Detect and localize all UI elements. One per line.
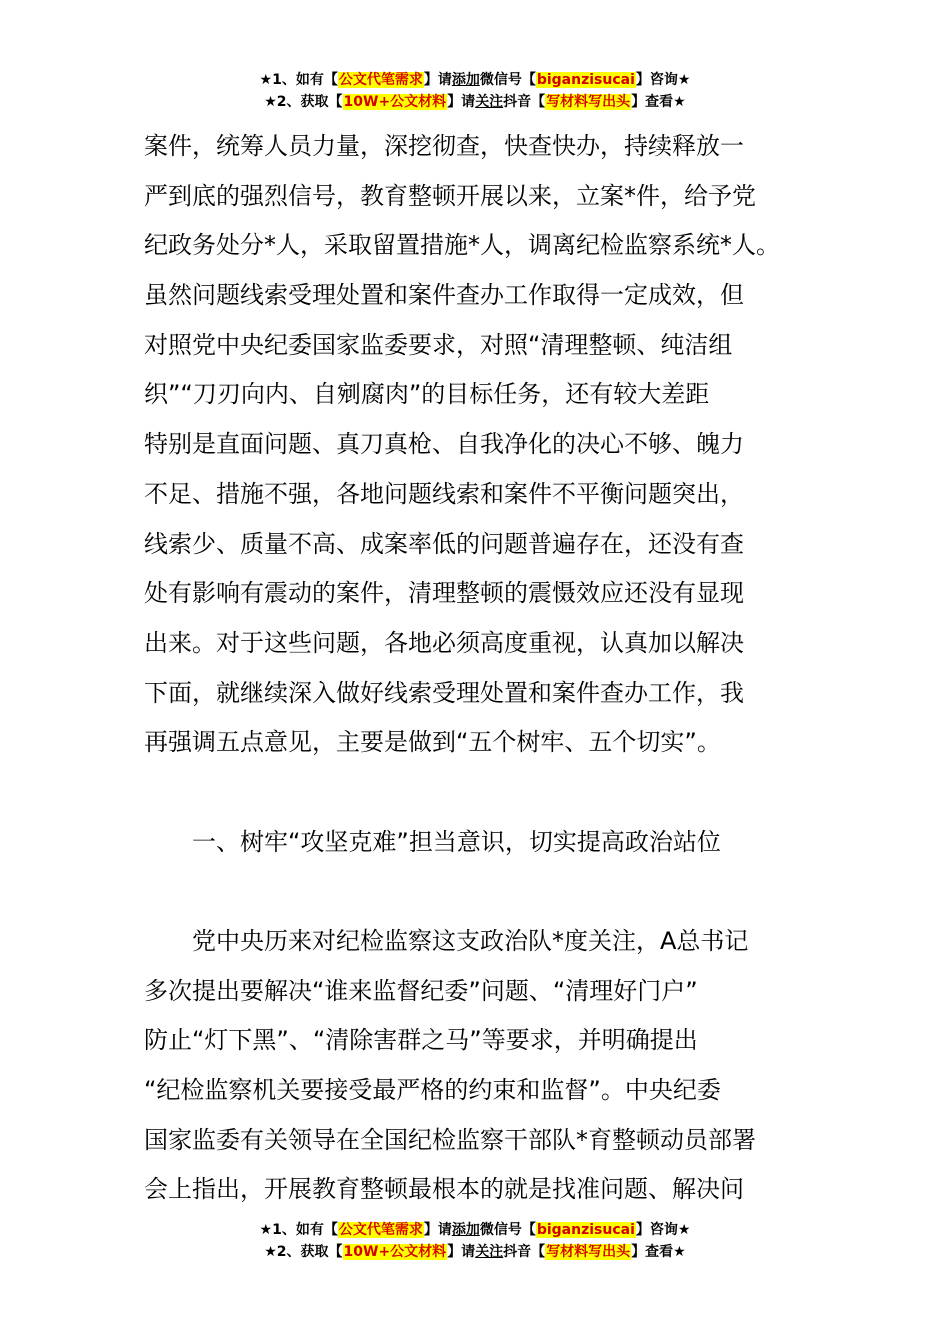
banner-text: ★1、如有【 — [259, 72, 338, 88]
text-line: 案件，统筹人员力量，深挖彻查，快查快办，持续释放一 — [144, 132, 744, 160]
text-line: “纪检监察机关要接受最严格的约束和监督”。中央纪委 — [144, 1076, 721, 1105]
text-line: 严到底的强烈信号，教育整顿开展以来，立案*件，给予党 — [144, 181, 756, 210]
text-line: 处有影响有震动的案件，清理整顿的震慑效应还没有显现 — [144, 579, 744, 608]
text-line: 党中央历来对纪检监察这支政治队*度关注，A总书记 — [192, 927, 749, 955]
highlighted-text: 公文代笔需求 — [338, 72, 423, 88]
text-line: 纪政务处分*人，采取留置措施*人，调离纪检监察系统*人。 — [144, 231, 780, 260]
paragraph-spacer — [144, 768, 816, 818]
banner-text: ★2、获取【 — [264, 1244, 343, 1260]
text-line: 会上指出，开展教育整顿最根本的就是找准问题、解决问 — [144, 1175, 744, 1204]
douyin-account-highlight: 写材料写出头 — [546, 1244, 631, 1260]
banner-text: 抖音【 — [503, 1244, 546, 1260]
text-line: 不足、措施不强，各地问题线索和案件不平衡问题突出， — [144, 479, 744, 508]
paragraph-2 — [144, 917, 816, 1215]
underlined-text: 关注 — [475, 1244, 504, 1260]
highlighted-text: 公文代笔需求 — [338, 1222, 423, 1238]
banner-text: 】请 — [447, 94, 476, 110]
highlighted-text: 10W+公文材料 — [343, 94, 447, 110]
paragraph-1 — [144, 122, 816, 768]
text-line: 多次提出要解决“谁来监督纪委”问题、“清理好门户” — [144, 976, 698, 1005]
douyin-account-highlight: 写材料写出头 — [546, 94, 631, 110]
text-line: 特别是直面问题、真刀真枪、自我净化的决心不够、魄力 — [144, 430, 744, 459]
banner-text: 】查看★ — [631, 94, 686, 110]
header-banner-line-1 — [0, 69, 950, 91]
text-line: 国家监委有关领导在全国纪检监察干部队*育整顿动员部署 — [144, 1125, 756, 1154]
text-line: 线索少、质量不高、成案率低的问题普遍存在，还没有查 — [144, 529, 744, 558]
banner-text: 抖音【 — [503, 94, 546, 110]
paragraph-spacer — [144, 867, 816, 917]
banner-text: 】咨询★ — [635, 72, 691, 88]
text-line: 下面，就继续深入做好线索受理处置和案件查办工作，我 — [144, 678, 744, 707]
text-line: 防止“灯下黑”、“清除害群之马”等要求，并明确提出 — [144, 1026, 698, 1055]
text-line: 再强调五点意见，主要是做到“五个树牢、五个切实”。 — [144, 728, 721, 757]
banner-text: 微信号【 — [479, 72, 536, 88]
footer-banner — [0, 1219, 950, 1263]
document-body — [144, 122, 816, 1215]
banner-text: 】请 — [423, 72, 452, 88]
banner-text: 】查看★ — [631, 1244, 686, 1260]
underlined-text: 关注 — [475, 94, 504, 110]
text-line: 出来。对于这些问题，各地必须高度重视，认真加以解决 — [144, 628, 744, 657]
banner-text: 微信号【 — [479, 1222, 536, 1238]
footer-banner-line-1 — [0, 1219, 950, 1241]
header-banner — [0, 69, 950, 113]
banner-text: 】咨询★ — [635, 1222, 691, 1238]
banner-text: ★1、如有【 — [259, 1222, 338, 1238]
section-heading: 一、树牢“攻坚克难”担当意识，切实提高政治站位 — [192, 827, 721, 856]
highlighted-text: 10W+公文材料 — [343, 1244, 447, 1260]
text-line: 对照党中央纪委国家监委要求，对照“清理整顿、纯洁组 — [144, 330, 733, 359]
wechat-id-highlight: biganzisucai — [536, 1222, 635, 1238]
banner-text: 】请 — [423, 1222, 452, 1238]
banner-text: ★2、获取【 — [264, 94, 343, 110]
footer-banner-line-2 — [0, 1241, 950, 1263]
underlined-text: 添加 — [451, 72, 480, 88]
underlined-text: 添加 — [451, 1222, 480, 1238]
header-banner-line-2 — [0, 91, 950, 113]
banner-text: 】请 — [447, 1244, 476, 1260]
text-line: 虽然问题线索受理处置和案件查办工作取得一定成效，但 — [144, 281, 744, 310]
text-line: 织”“刀刃向内、自剜腐肉”的目标任务，还有较大差距 — [144, 380, 710, 409]
wechat-id-highlight: biganzisucai — [536, 72, 635, 88]
